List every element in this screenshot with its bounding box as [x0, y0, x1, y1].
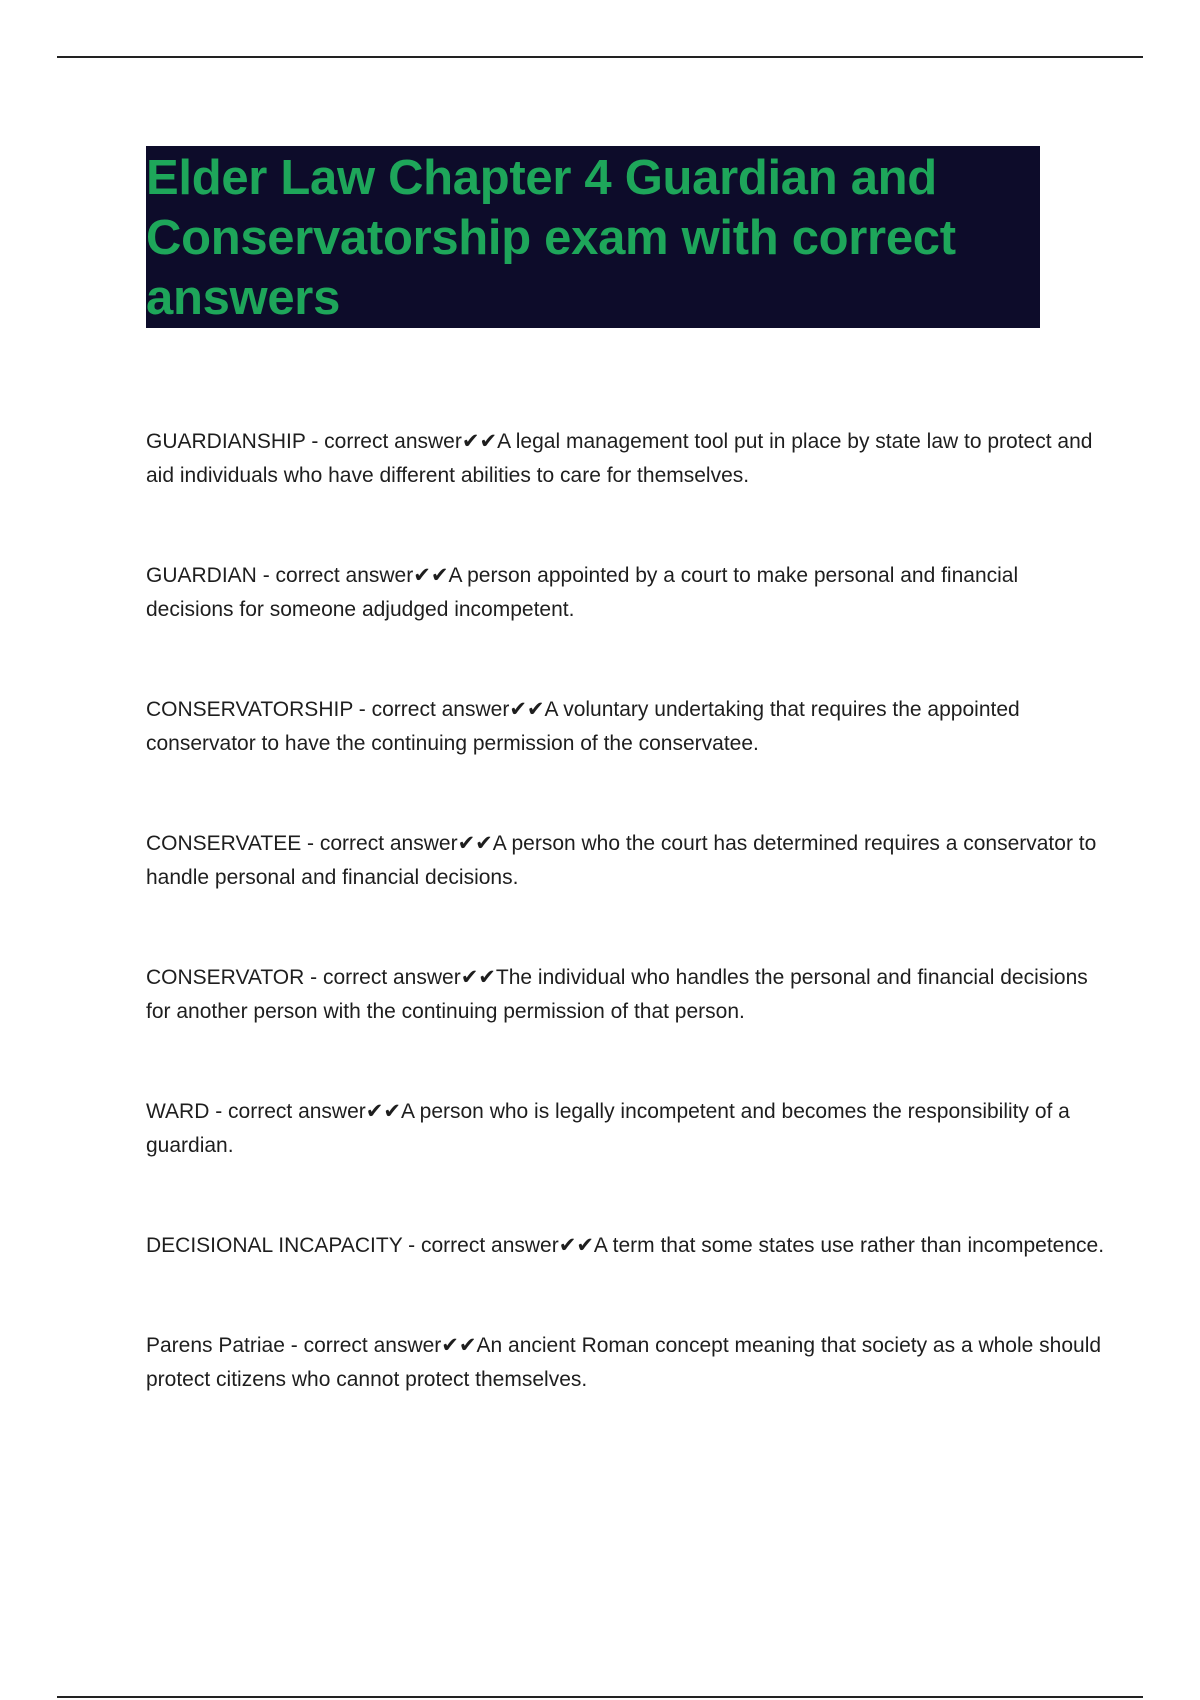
- qa-definition: A person who the court has determined requires a conservator to handle personal and financial decisions.: [146, 832, 1097, 889]
- qa-term: GUARDIAN: [146, 564, 257, 587]
- qa-separator: - correct answer: [402, 1234, 559, 1257]
- check-mark-icon: ✔✔: [460, 966, 496, 989]
- check-mark-icon: ✔✔: [441, 1334, 477, 1357]
- check-mark-icon: ✔✔: [365, 1100, 401, 1123]
- qa-item-parens-patriae: [146, 1329, 1106, 1397]
- qa-separator: - correct answer: [256, 564, 414, 587]
- check-mark-icon: ✔✔: [413, 564, 449, 587]
- qa-item-ward: [146, 1095, 1106, 1163]
- title-banner: [146, 146, 1040, 328]
- qa-item-guardian: [146, 559, 1106, 627]
- qa-term: CONSERVATEE: [146, 832, 302, 855]
- top-divider: [57, 56, 1143, 58]
- qa-separator: - correct answer: [284, 1334, 442, 1357]
- qa-definition: The individual who handles the personal and financial decisions for another person with the continuing permission of that person.: [146, 966, 1088, 1023]
- qa-separator: - correct answer: [304, 966, 461, 989]
- qa-definition: An ancient Roman concept meaning that society as a whole should protect citizens who cannot protect themselves.: [146, 1334, 1102, 1391]
- check-mark-icon: ✔✔: [558, 1234, 594, 1257]
- qa-separator: - correct answer: [301, 832, 458, 855]
- qa-definition: A term that some states use rather than incompetence.: [593, 1234, 1105, 1257]
- qa-term: Parens Patriae: [146, 1334, 285, 1357]
- check-mark-icon: ✔✔: [457, 832, 493, 855]
- qa-definition: A person appointed by a court to make personal and financial decisions for someone adjudged incompetent.: [146, 564, 1019, 621]
- qa-item-conservatee: [146, 827, 1106, 895]
- qa-separator: - correct answer: [352, 698, 510, 721]
- qa-item-guardianship: [146, 425, 1106, 493]
- qa-term: GUARDIANSHIP: [146, 430, 306, 453]
- qa-item-conservator: [146, 961, 1106, 1029]
- check-mark-icon: ✔✔: [461, 430, 498, 453]
- qa-item-decisional-incapacity: [146, 1229, 1106, 1263]
- qa-term: WARD: [146, 1100, 210, 1123]
- check-mark-icon: ✔✔: [509, 698, 545, 721]
- bottom-divider: [57, 1696, 1143, 1698]
- qa-separator: - correct answer: [305, 430, 462, 453]
- qa-term: CONSERVATORSHIP: [146, 698, 353, 721]
- qa-list: [146, 425, 1106, 1463]
- qa-separator: - correct answer: [209, 1100, 366, 1123]
- document-title: Elder Law Chapter 4 Guardian and Conservatorship exam with correct answers: [146, 151, 956, 325]
- qa-definition: A legal management tool put in place by state law to protect and aid individuals who have different abilities to care for themselves.: [146, 430, 1093, 487]
- qa-definition: A voluntary undertaking that requires the appointed conservator to have the continuing permission of the conservatee.: [146, 698, 1020, 755]
- qa-term: CONSERVATOR: [146, 966, 305, 989]
- qa-item-conservatorship: [146, 693, 1106, 761]
- qa-definition: A person who is legally incompetent and becomes the responsibility of a guardian.: [146, 1100, 1070, 1157]
- qa-term: DECISIONAL INCAPACITY: [146, 1234, 403, 1257]
